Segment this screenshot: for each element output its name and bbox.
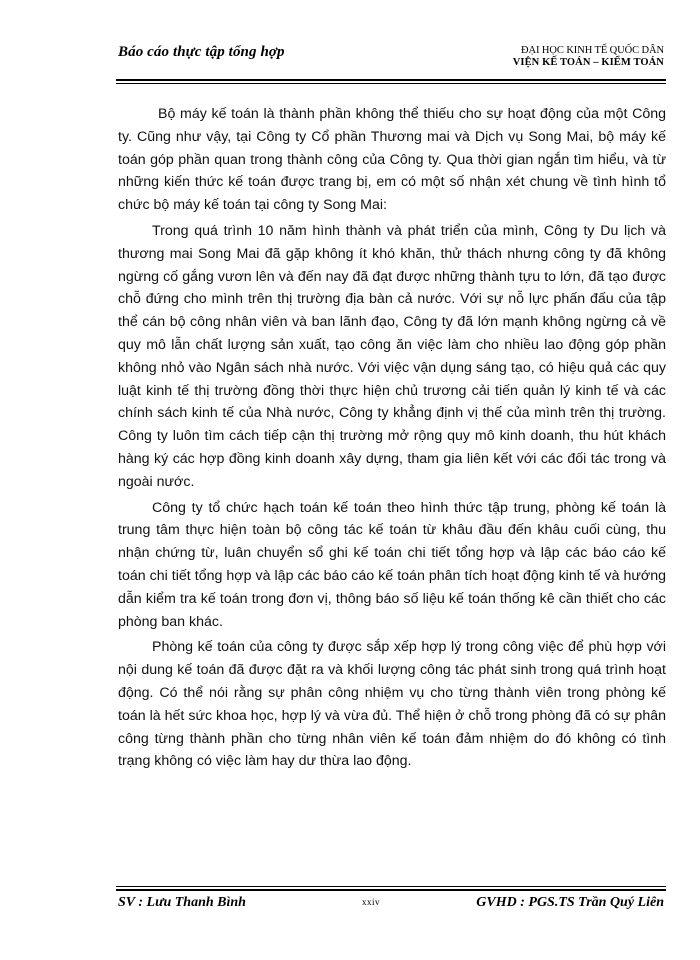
paragraph-4: Phòng kế toán của công ty được sắp xếp hợp lý trong công việc để phù hợp với nội dung kế toán đã được đặt ra và khối lượng công tác phát sinh trong quá trình hoạt động. Có thể nói rằng sự phân công nhiệm vụ cho từng thành viên trong phòng kế toán là hết sức khoa học, hợp lý và vừa đủ. Thể hiện ở chỗ trong phòng đã có sự phân công từng thành phần cho từng nhân viên kế toán đảm nhiệm do đó không có tình trạng không có việc làm hay dư thừa lao động. [118, 639, 666, 770]
university-name: ĐẠI HỌC KINH TẾ QUỐC DÂN [521, 45, 664, 56]
body-text [118, 103, 666, 773]
paragraph-3: Công ty tổ chức hạch toán kế toán theo hình thức tập trung, phòng kế toán là trung tâm thực hiện toàn bộ công tác kế toán từ khâu đầu đến khâu cuối cùng, thu nhận chứng từ, luân chuyển sổ ghi kế toán chi tiết tổng hợp và lập các báo cáo kế toán chi tiết tổng hợp và lập các báo cáo kế toán phân tích hoạt động kinh tế và hướng dẫn kiểm tra kế toán trong đơn vị, thông báo số liệu kế toán thống kê cần thiết cho các phòng ban khác. [118, 499, 666, 630]
header-rule-thin [116, 83, 666, 84]
paragraph-2: Trong quá trình 10 năm hình thành và phát triển của mình, Công ty Du lịch và thương mai Song Mai đã gặp không ít khó khăn, thử thách nhưng công ty đã không ngừng cố gắng vươn lên và đến nay đã đạt được những thành tựu to lớn, đã tạo được chỗ đứng cho mình trên thị trường địa bàn cả nước. Với sự nỗ lực phấn đấu của tập thể cán bộ công nhân viên và ban lãnh đạo, Công ty đã lớn mạnh không ngừng cả về quy mô lẫn chất lượng sản xuất, tạo công ăn việc làm cho nhiều lao động góp phần không nhỏ vào Ngân sách nhà nước. Với việc vận dụng sáng tạo, có hiệu quả các quy luật kinh tế thị trường đồng thời thực hiện chủ trương cải tiến quản lý kinh tế và các chính sách kinh tế của Nhà nước, Công ty khẳng định vị thế của mình trên thị trường. Công ty luôn tìm cách tiếp cận thị trường mở rộng quy mô kinh doanh, thu hút khách hàng ký các hợp đồng kinh doanh xây dựng, tham gia liên kết với các đối tác trong và ngoài nước. [118, 222, 666, 490]
institute-name: VIỆN KẾ TOÁN – KIỂM TOÁN [512, 57, 664, 68]
header-rule-thick [116, 79, 666, 81]
footer-rule-thin [116, 886, 666, 887]
institution-header [513, 45, 664, 69]
report-title: Báo cáo thực tập tổng hợp [118, 44, 285, 60]
footer-rule-thick [116, 889, 666, 891]
paragraph-1: Bộ máy kế toán là thành phần không thể thiếu cho sự hoạt động của một Công ty. Cũng như vậy, tại Công ty Cổ phần Thương mai và Dịch vụ Song Mai, bộ máy kế toán góp phần quan trong thành công của Công ty. Qua thời gian ngắn tìm hiểu, và từ những kiến thức kế toán được trang bị, em có một số nhận xét chung về tình hình tổ chức bộ máy kế toán tại công ty Song Mai: [118, 106, 666, 214]
student-name: SV : Lưu Thanh Bình [118, 895, 246, 910]
advisor-name: GVHD : PGS.TS Trần Quý Liên [476, 895, 664, 910]
page-number: xxiv [362, 897, 381, 907]
